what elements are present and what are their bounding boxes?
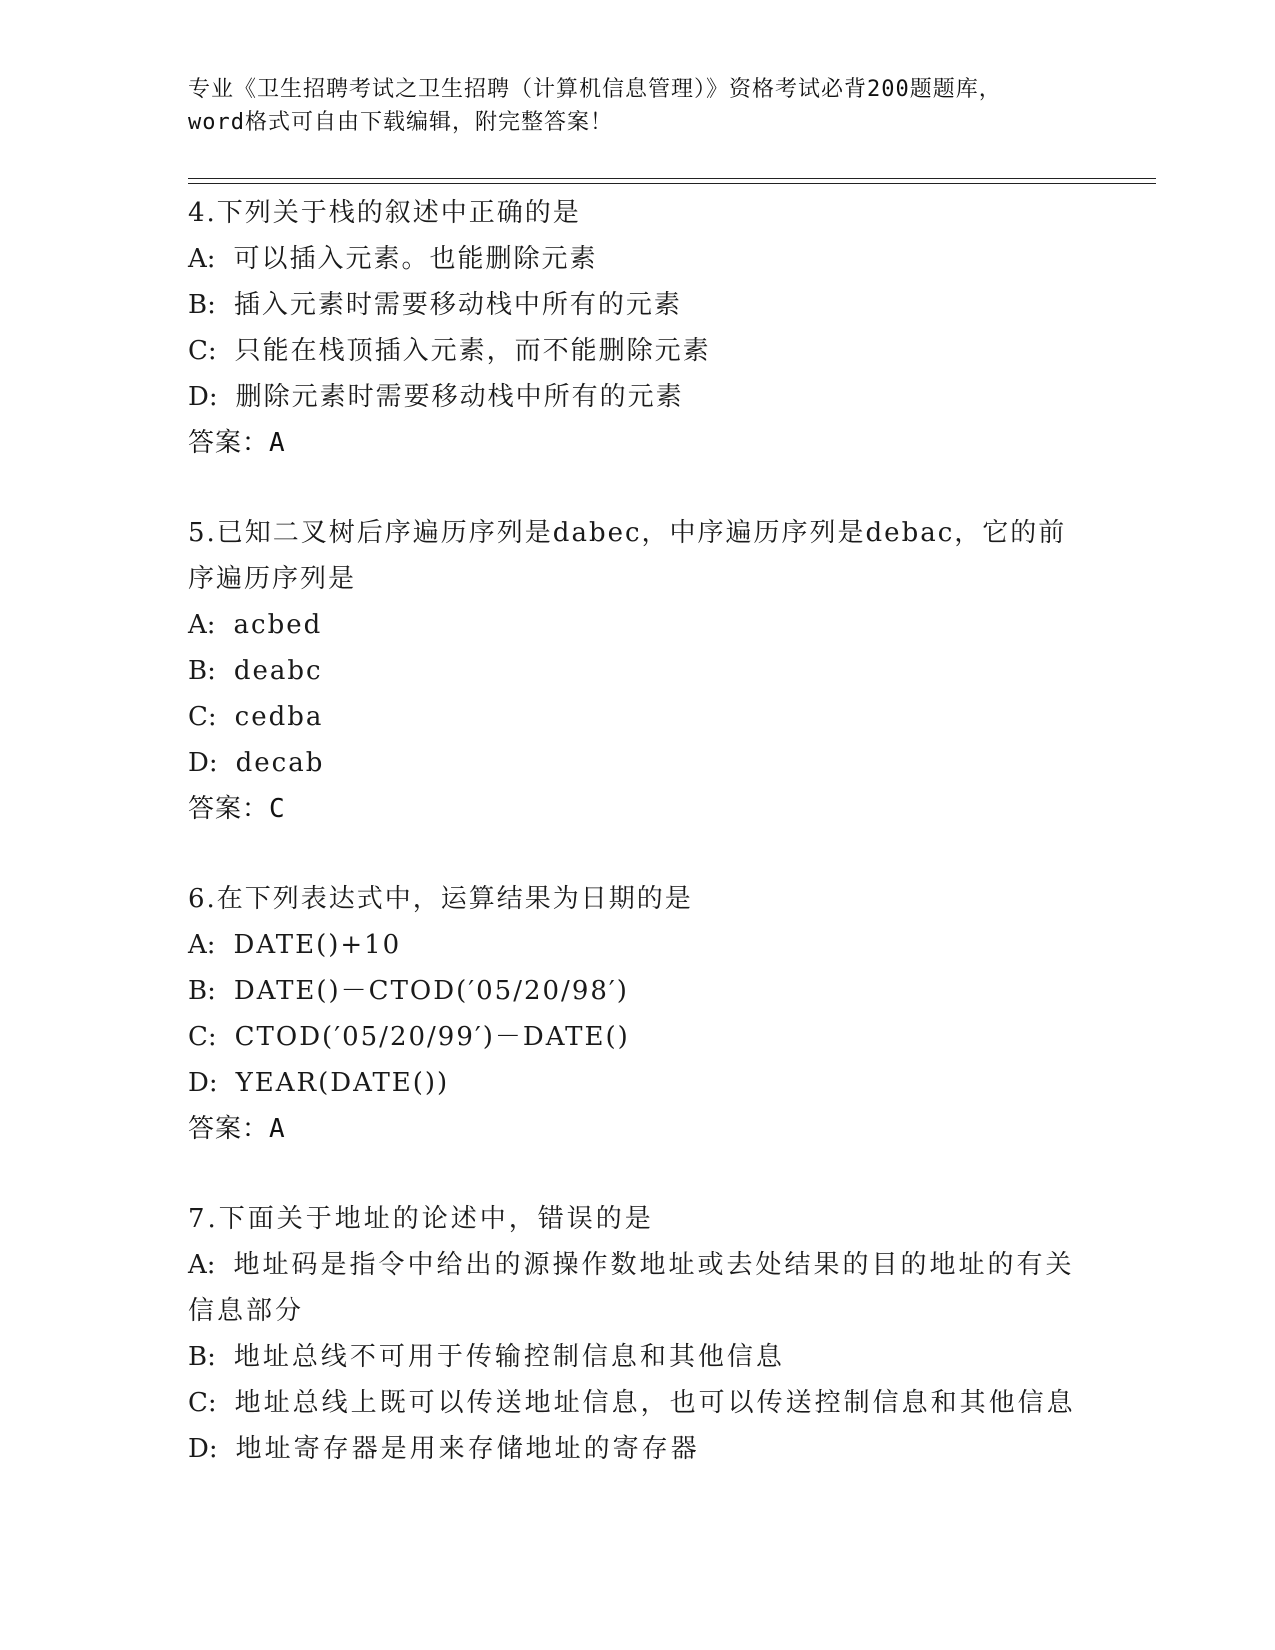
option-a (188, 602, 1088, 648)
option-letter: C: (188, 1388, 217, 1418)
option-letter: A: (188, 610, 216, 640)
option-b (188, 968, 1088, 1014)
option-text: 插入元素时需要移动栈中所有的元素 (233, 290, 682, 320)
option-letter: B: (188, 656, 216, 686)
header-divider-top (188, 178, 1156, 179)
question-stem: 7.下面关于地址的论述中，错误的是 (188, 1204, 654, 1234)
answer-line: 答案：A (188, 1114, 286, 1144)
option-text: 删除元素时需要移动栈中所有的元素 (235, 382, 684, 412)
question-stem: 4.下列关于栈的叙述中正确的是 (188, 198, 581, 228)
option-text: cedba (234, 702, 324, 732)
option-a (188, 1242, 1088, 1288)
option-b (188, 1334, 1088, 1380)
option-letter: A: (188, 930, 216, 960)
question-7 (188, 1196, 1088, 1472)
option-text: YEAR(DATE()) (235, 1068, 450, 1098)
option-a-continued: 信息部分 (188, 1296, 305, 1326)
option-letter: A: (188, 1250, 216, 1280)
question-5 (188, 510, 1088, 832)
option-letter: A: (188, 244, 216, 274)
option-c (188, 694, 1088, 740)
answer-line: 答案：A (188, 428, 286, 458)
option-d (188, 1426, 1088, 1472)
question-stem: 5.已知二叉树后序遍历序列是dabec，中序遍历序列是debac，它的前 (188, 518, 1067, 548)
question-6 (188, 876, 1088, 1152)
document-header (188, 73, 1088, 139)
option-text: DATE()－CTOD(′05/20/98′) (233, 976, 629, 1006)
answer-line: 答案：C (188, 794, 286, 824)
option-d (188, 1060, 1088, 1106)
option-letter: D: (188, 382, 218, 412)
option-d (188, 374, 1088, 420)
option-a (188, 236, 1088, 282)
header-divider-bottom (188, 183, 1156, 184)
option-letter: B: (188, 1342, 216, 1372)
option-letter: C: (188, 336, 217, 366)
option-text: 可以插入元素。也能删除元素 (233, 244, 598, 274)
question-list (188, 190, 1088, 1472)
question-stem-continued: 序遍历序列是 (188, 564, 357, 594)
option-text: deabc (233, 656, 323, 686)
header-title-line-2: word格式可自由下载编辑，附完整答案！ (188, 110, 613, 135)
option-letter: D: (188, 1068, 218, 1098)
option-text: acbed (233, 610, 323, 640)
option-d (188, 740, 1088, 786)
option-b (188, 648, 1088, 694)
option-text: CTOD(′05/20/99′)－DATE() (234, 1022, 630, 1052)
option-c (188, 1380, 1088, 1426)
option-text: decab (235, 748, 325, 778)
option-c (188, 328, 1088, 374)
option-letter: D: (188, 1434, 218, 1464)
option-letter: C: (188, 1022, 217, 1052)
option-text: 地址码是指令中给出的源操作数地址或去处结果的目的地址的有关 (233, 1250, 1075, 1280)
option-b (188, 282, 1088, 328)
option-text: 地址寄存器是用来存储地址的寄存器 (235, 1434, 700, 1464)
option-text: 地址总线不可用于传输控制信息和其他信息 (233, 1342, 785, 1372)
option-text: 只能在栈顶插入元素，而不能删除元素 (234, 336, 711, 366)
question-4 (188, 190, 1088, 466)
option-letter: B: (188, 976, 216, 1006)
option-text: DATE()+10 (233, 930, 402, 960)
option-letter: B: (188, 290, 216, 320)
option-letter: D: (188, 748, 218, 778)
option-letter: C: (188, 702, 217, 732)
option-text: 地址总线上既可以传送地址信息，也可以传送控制信息和其他信息 (234, 1388, 1076, 1418)
option-a (188, 922, 1088, 968)
header-title-line-1: 专业《卫生招聘考试之卫生招聘（计算机信息管理）》资格考试必背200题题库， (188, 77, 1002, 102)
question-stem: 6.在下列表达式中，运算结果为日期的是 (188, 884, 693, 914)
option-c (188, 1014, 1088, 1060)
